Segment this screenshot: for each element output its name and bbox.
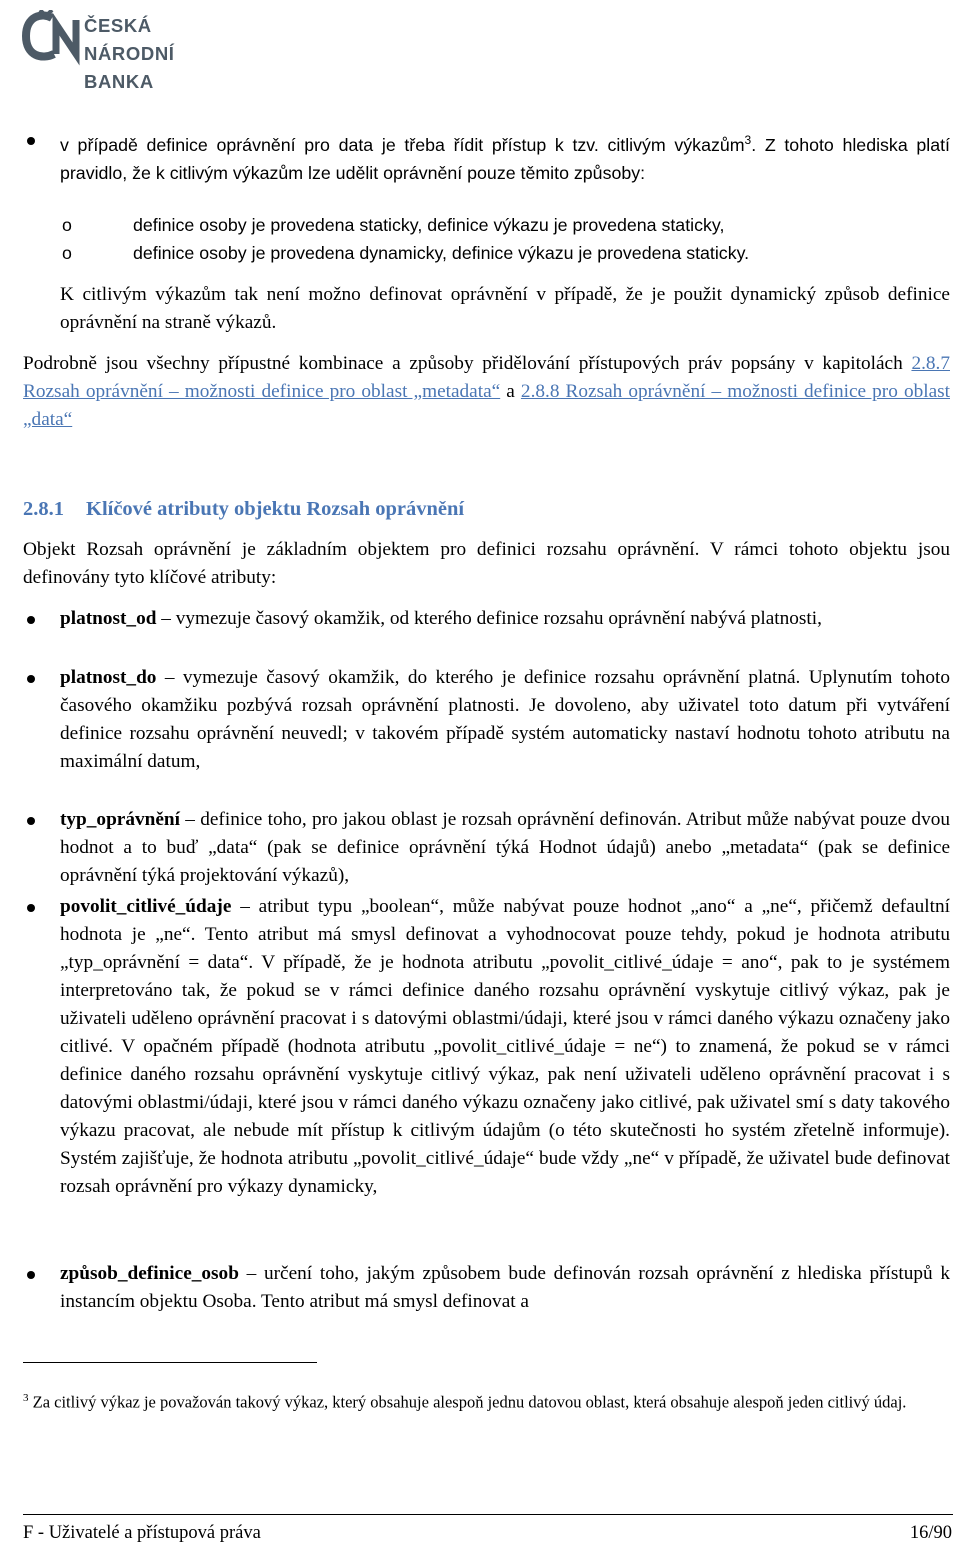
attribute-desc: – atribut typu „boolean“, může nabývat pouze hodnot „ano“ a „ne“, přičemž defaultní hodnota je „ne“. Tento atribut má smysl definovat a vyhodnocovat pouze tehdy, pokud je hodnota atributu „typ_oprávnění = data“. V případě, že je hodnota atributu „povolit_citlivé_údaje = ano“, pak to je systémem interpretováno tak, že pokud se v rámci definice daného rozsahu oprávnění vyskytuje citlivý výkaz, pak je uživateli uděleno oprávnění pracovat i s datovými oblastmi/údaji, které jsou v rámci daného výkazu označeny jako citlivé. V opačném případě (hodnota atributu „povolit_citlivé_údaje = ne“) to znamená, že pokud se v rámci definice daného rozsahu oprávnění vyskytuje citlivý výkaz, pak není uživateli uděleno oprávnění pracovat i s datovými oblastmi/údaji, které jsou v rámci daného výkazu označeny jako citlivé, pak uživatel smí s daty takového výkazu pracovat, ale nebude mít přístup k citlivým údajům (o této skutečnosti ho systém zřetelně informuje). Systém zajišťuje, že hodnota atributu „povolit_citlivé_údaje“ bude vždy „ne“ v případě, že uživatel bude definovat rozsah oprávnění pro výkazy dynamicky, — [60, 896, 950, 1197]
section-intro: Objekt Rozsah oprávnění je základním objektem pro definici rozsahu oprávnění. V rámci tohoto objektu jsou definovány tyto klíčové atributy: — [23, 539, 950, 588]
bullet-icon — [27, 1271, 35, 1279]
logo-bank-name — [84, 12, 234, 92]
bullet-icon — [27, 817, 35, 825]
details-paragraph — [23, 350, 950, 434]
cnb-logo-mark — [22, 10, 84, 70]
attribute-name: povolit_citlivé_údaje — [60, 896, 232, 917]
attribute-desc: – určení toho, jakým způsobem bude definován rozsah oprávnění z hlediska přístupů k instancím objektu Osoba. Tento atribut má smysl definovat a — [60, 1263, 950, 1312]
attribute-desc: – vymezuje časový okamžik, od kterého definice rozsahu oprávnění nabývá platnosti, — [156, 608, 822, 629]
sensitive-note: K citlivým výkazům tak není možno definovat oprávnění v případě, že je použit dynamický způsob definice oprávnění na straně výkazů. — [60, 284, 950, 333]
link-chapter-2-8-8[interactable]: 2.8.8 Rozsah oprávnění – možnosti definice pro oblast „data“ — [23, 381, 950, 430]
logo-line-1: ČESKÁ — [84, 15, 152, 36]
link-chapter-2-8-7[interactable]: 2.8.7 Rozsah oprávnění – možnosti definice pro oblast „metadata“ — [23, 353, 950, 402]
attribute-name: platnost_od — [60, 608, 157, 629]
bullet-icon — [27, 137, 35, 145]
attribute-item — [60, 664, 950, 776]
attribute-item — [60, 1260, 950, 1316]
sub-marker-1: o — [62, 215, 72, 235]
intro-bullet-text — [60, 126, 950, 187]
footnote-ref[interactable]: 3 — [744, 133, 752, 147]
details-text: Podrobně jsou všechny přípustné kombinace a způsoby přidělování přístupových práv popsány v kapitolách — [23, 353, 912, 374]
logo-line-2: NÁRODNÍ BANKA — [84, 43, 175, 92]
footnote-number: 3 — [23, 1392, 29, 1404]
bullet-icon — [27, 904, 35, 912]
footnote-separator — [23, 1362, 317, 1363]
section-number: 2.8.1 — [23, 498, 64, 520]
attribute-name: platnost_do — [60, 667, 157, 688]
subitem-1: definice osoby je provedena staticky, definice výkazu je provedena staticky, — [133, 215, 725, 235]
section-heading — [23, 495, 950, 523]
attribute-item — [60, 605, 950, 633]
bullet-icon — [27, 675, 35, 683]
sub-marker-2: o — [62, 243, 72, 263]
details-and: a — [500, 381, 521, 402]
attribute-name: způsob_definice_osob — [60, 1263, 239, 1284]
section-title: Klíčové atributy objektu Rozsah oprávnění — [86, 498, 465, 520]
intro-text: v případě definice oprávnění pro data je třeba řídit přístup k tzv. citlivým výkazům — [60, 134, 745, 155]
attribute-item — [60, 893, 950, 1201]
intro-text-cont: . Z tohoto hlediska platí pravidlo, že k citlivým výkazům lze udělit oprávnění pouze těmito způsoby: — [60, 134, 950, 183]
attribute-desc: – definice toho, pro jakou oblast je rozsah oprávnění definován. Atribut může nabývat pouze dvou hodnot a to buď „data“ (pak se definice oprávnění týká Hodnot údajů) anebo „metadata“ (pak se definice oprávnění týká projektování výkazů), — [60, 809, 950, 886]
footer-rule — [23, 1514, 953, 1515]
footnote-text: Za citlivý výkaz je považován takový výkaz, který obsahuje alespoň jednu datovou oblast, která obsahuje alespoň jeden citlivý údaj. — [28, 1392, 907, 1412]
subitem-2: definice osoby je provedena dynamicky, definice výkazu je provedena staticky. — [133, 243, 750, 263]
page-number: 16/90 — [909, 1523, 952, 1543]
attribute-item — [60, 806, 950, 890]
attribute-desc: – vymezuje časový okamžik, do kterého je definice rozsahu oprávnění platná. Uplynutím tohoto časového okamžiku pozbývá rozsah oprávnění platnosti. Je dovoleno, aby uživatel toto datum při vytváření definice rozsahu oprávnění neuvedl; v takovém případě systém automaticky nastaví hodnotu tohoto atributu na maximální datum, — [60, 667, 950, 772]
attribute-name: typ_oprávnění — [60, 809, 180, 830]
bullet-icon — [27, 616, 35, 624]
footnote — [23, 1386, 950, 1415]
footer-document-title: F - Uživatelé a přístupová práva — [23, 1523, 261, 1543]
cnb-logo — [22, 4, 232, 92]
